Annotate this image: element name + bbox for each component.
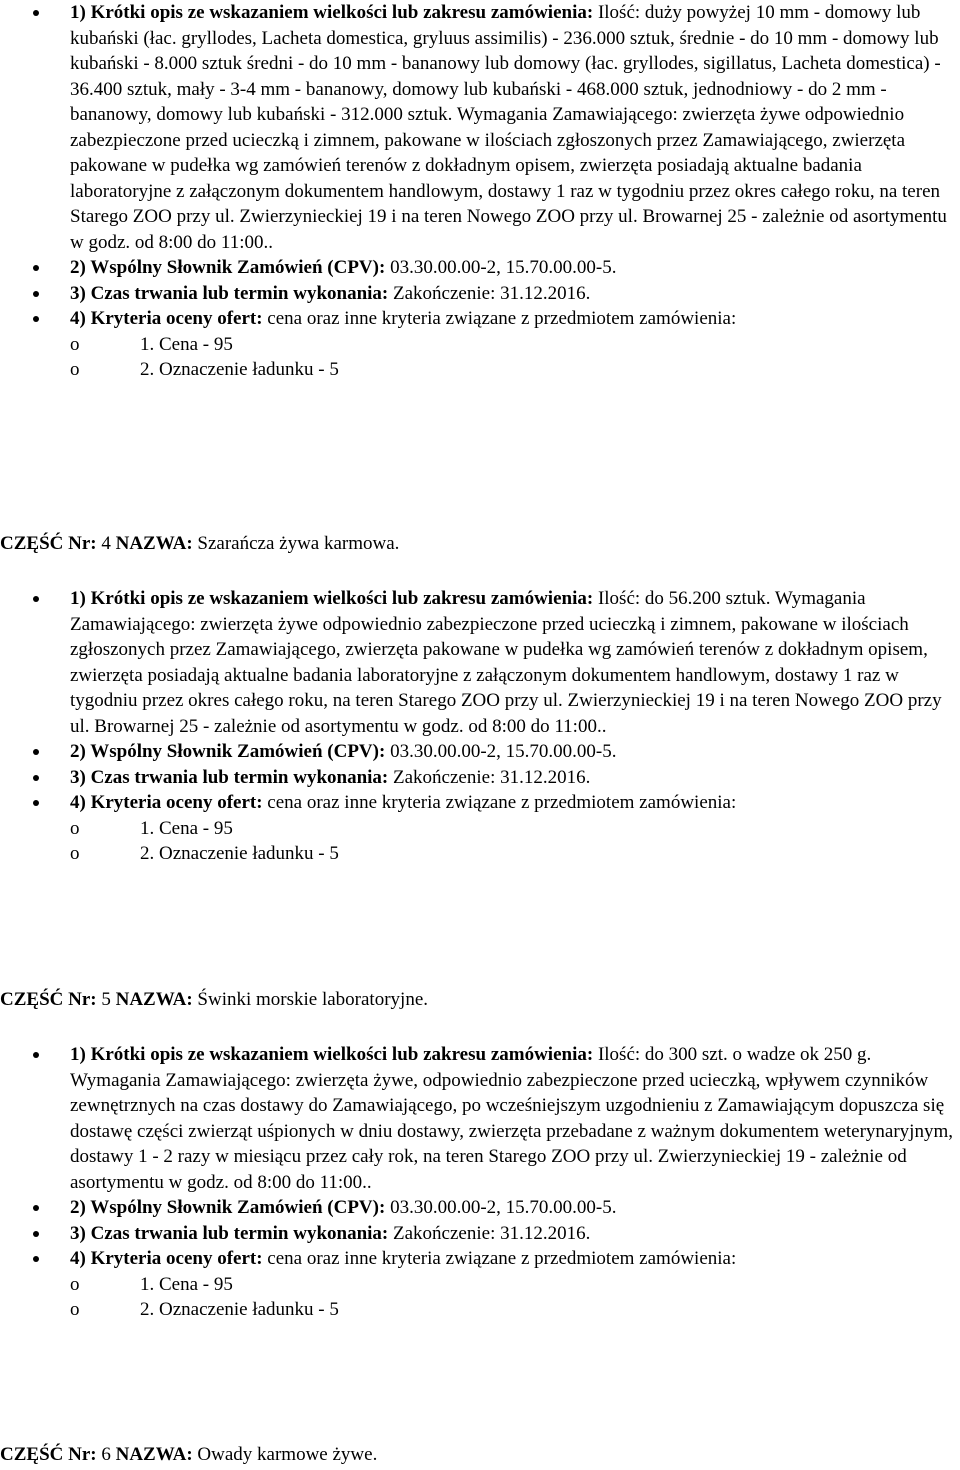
criteria-item: [0, 306, 960, 332]
sub-bullet: o: [70, 333, 80, 355]
criteria-sub-item: [70, 841, 960, 867]
desc-text: Ilość: do 300 szt. o wadze ok 250 g. Wymagania Zamawiającego: zwierzęta żywe, odpowiednio zabezpieczone przed ucieczką, wpływem czynników zewnętrznych na czas dostawy do Zamawiającego, po wcześniejszym uzgodnieniu z Zamawiającym dopuszcza się dostawę części zwierząt uśpionych w dniu dostawy, zwierzęta przebadane z ważnym dokumentem weterynaryjnym, dostawy 1 - 2 razy w miesiącu przez cały rok, na teren Starego ZOO przy ul. Zwierzynieckiej 19 - zależnie od asortymentu w godz. od 8:00 do 11:00..: [70, 1044, 953, 1193]
part-4-list: [0, 586, 960, 816]
criteria-sub-item: [70, 1272, 960, 1298]
term-text: Zakończenie: 31.12.2016.: [388, 766, 591, 788]
part-label: CZĘŚĆ Nr:: [0, 533, 97, 554]
criteria-label: 4) Kryteria oceny ofert:: [70, 792, 263, 813]
criteria-item: [0, 1246, 960, 1272]
term-item: [0, 281, 960, 307]
sub-bullet: o: [70, 1273, 80, 1295]
desc-item: [0, 1042, 960, 1195]
term-label: 3) Czas trwania lub termin wykonania:: [70, 1222, 389, 1244]
cpv-label: 2) Wspólny Słownik Zamówień (CPV):: [70, 741, 386, 762]
criteria-sub-item: [70, 1297, 960, 1323]
criteria-sub-item: [70, 332, 960, 358]
term-text: Zakończenie: 31.12.2016.: [388, 282, 591, 304]
desc-item: [0, 0, 960, 255]
sub-bullet: o: [70, 817, 80, 839]
criteria-price: 1. Cena - 95: [140, 1273, 233, 1295]
criteria-text: cena oraz inne kryteria związane z przedmiotem zamówienia:: [262, 792, 737, 813]
cpv-text: 03.30.00.00-2, 15.70.00.00-5.: [385, 741, 617, 762]
criteria-label: 4) Kryteria oceny ofert:: [70, 1248, 263, 1269]
desc-label: 1) Krótki opis ze wskazaniem wielkości lub zakresu zamówienia:: [70, 1044, 594, 1065]
desc-text: Ilość: duży powyżej 10 mm - domowy lub kubański (łac. gryllodes, Lacheta domestica, gryluus assimilis) - 236.000 sztuk, średnie - do 10 mm - domowy lub kubański - 8.000 sztuk średni - do 10 mm - bananowy lub domowy (łac. gryllodes, sigillatus, Lacheta domestica) - 36.400 sztuk, mały - 3-4 mm - bananowy, domowy lub kubański - 468.000 sztuk, jednodniowy - do 2 mm - bananowy, domowy lub kubański - 312.000 sztuk. Wymagania Zamawiającego: zwierzęta żywe odpowiednio zabezpieczone przed ucieczką i zimnem, pakowane w ilościach zgłoszonych przez Zamawiającego, zwierzęta pakowane w pudełka wg zamówień terenów z dokładnym opisem, zwierzęta posiadają aktualne badania laboratoryjne z załączonym dokumentem handlowym, dostawy 1 raz w tygodniu przez okres całego roku, na teren Starego ZOO przy ul. Zwierzynieckiej 19 i na teren Nowego ZOO przy ul. Browarnej 25 - zależnie od asortymentu w godz. od 8:00 do 11:00..: [70, 2, 947, 253]
part-name: Świnki morskie laboratoryjne.: [192, 989, 429, 1010]
term-item: [0, 765, 960, 791]
desc-label: 1) Krótki opis ze wskazaniem wielkości lub zakresu zamówienia:: [70, 588, 594, 609]
part-4-heading: [0, 531, 399, 557]
term-item: [0, 1221, 960, 1247]
part-number: 5: [96, 989, 116, 1010]
part-label: CZĘŚĆ Nr:: [0, 1444, 97, 1465]
desc-item: [0, 586, 960, 739]
part-name: Szarańcza żywa karmowa.: [192, 533, 400, 554]
cpv-label: 2) Wspólny Słownik Zamówień (CPV):: [70, 257, 386, 278]
cpv-item: [0, 739, 960, 765]
cpv-text: 03.30.00.00-2, 15.70.00.00-5.: [385, 257, 617, 278]
cpv-text: 03.30.00.00-2, 15.70.00.00-5.: [385, 1197, 617, 1218]
criteria-price: 1. Cena - 95: [140, 333, 233, 355]
term-label: 3) Czas trwania lub termin wykonania:: [70, 282, 389, 304]
sub-bullet: o: [70, 1299, 80, 1320]
criteria-sub-item: [70, 816, 960, 842]
criteria-sublist: [0, 332, 960, 383]
part-name: Owady karmowe żywe.: [192, 1444, 378, 1465]
part-3-list: [0, 0, 960, 332]
name-label: NAZWA:: [115, 533, 193, 554]
criteria-price: 1. Cena - 95: [140, 817, 233, 839]
term-label: 3) Czas trwania lub termin wykonania:: [70, 766, 389, 788]
part-5-heading: [0, 987, 428, 1013]
desc-label: 1) Krótki opis ze wskazaniem wielkości lub zakresu zamówienia:: [70, 2, 594, 23]
criteria-item: [0, 790, 960, 816]
criteria-text: cena oraz inne kryteria związane z przedmiotem zamówienia:: [262, 1248, 737, 1269]
criteria-label-marking: 2. Oznaczenie ładunku - 5: [140, 359, 339, 380]
cpv-label: 2) Wspólny Słownik Zamówień (CPV):: [70, 1197, 386, 1218]
cpv-item: [0, 1195, 960, 1221]
sub-bullet: o: [70, 843, 80, 864]
desc-text: Ilość: do 56.200 sztuk. Wymagania Zamawiającego: zwierzęta żywe odpowiednio zabezpieczone przed ucieczką i zimnem, pakowane w ilościach zgłoszonych przez Zamawiającego, zwierzęta pakowane w pudełka wg zamówień terenów z dokładnym opisem, zwierzęta posiadają aktualne badania laboratoryjne z załączonym dokumentem handlowym, dostawy 1 raz w tygodniu przez okres całego roku, na teren Starego ZOO przy ul. Zwierzynieckiej 19 i na teren Nowego ZOO przy ul. Browarnej 25 - zależnie od asortymentu w godz. od 8:00 do 11:00..: [70, 588, 942, 737]
criteria-sub-item: [70, 357, 960, 383]
part-6-heading: [0, 1442, 377, 1468]
part-number: 6: [96, 1444, 116, 1465]
part-5-details: [0, 1042, 960, 1323]
term-text: Zakończenie: 31.12.2016.: [388, 1222, 591, 1244]
part-5-list: [0, 1042, 960, 1272]
part-4-details: [0, 586, 960, 867]
part-number: 4: [96, 533, 116, 554]
sub-bullet: o: [70, 359, 80, 380]
criteria-sublist: [0, 816, 960, 867]
name-label: NAZWA:: [115, 989, 193, 1010]
criteria-sublist: [0, 1272, 960, 1323]
cpv-item: [0, 255, 960, 281]
criteria-label-marking: 2. Oznaczenie ładunku - 5: [140, 843, 339, 864]
part-3-details: [0, 0, 960, 383]
criteria-label-marking: 2. Oznaczenie ładunku - 5: [140, 1299, 339, 1320]
name-label: NAZWA:: [115, 1444, 193, 1465]
part-label: CZĘŚĆ Nr:: [0, 989, 97, 1010]
criteria-label: 4) Kryteria oceny ofert:: [70, 308, 263, 329]
criteria-text: cena oraz inne kryteria związane z przedmiotem zamówienia:: [262, 308, 737, 329]
